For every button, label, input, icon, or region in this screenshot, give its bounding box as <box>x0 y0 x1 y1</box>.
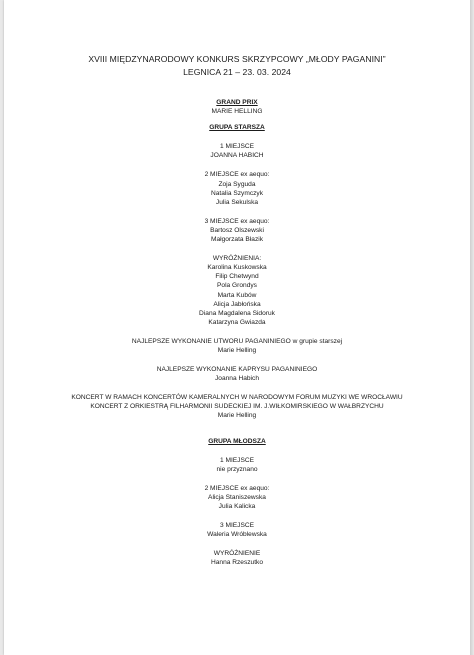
document-page <box>4 0 470 655</box>
senior-group-heading: GRUPA STARSZA <box>209 124 265 132</box>
results-body <box>4 98 470 567</box>
grand-prix-section <box>4 98 470 116</box>
senior-second-label: 2 MIEJSCE ex aequo: <box>204 171 270 179</box>
junior-second-name: Alicja Staniszewska <box>208 493 266 501</box>
title-line-2: LEGNICA 21 – 23. 03. 2024 <box>183 67 291 77</box>
senior-first-place <box>4 142 470 160</box>
best-paganini-label: NAJLEPSZE WYKONANIE UTWORU PAGANINIEGO w grupie starszej <box>131 337 343 345</box>
concert-name: Marie Helling <box>217 412 257 420</box>
junior-third-label: 3 MIEJSCE <box>219 522 255 530</box>
senior-first-name: JOANNA HABICH <box>210 152 264 160</box>
page-edge-shadow <box>470 0 474 655</box>
best-caprice-name: Joanna Habich <box>215 375 259 383</box>
junior-first-label: 1 MIEJSCE <box>219 456 255 464</box>
document-title <box>4 53 470 79</box>
senior-third-label: 3 MIEJSCE ex aequo: <box>204 217 270 225</box>
junior-second-label: 2 MIEJSCE ex aequo: <box>204 484 270 492</box>
concert-line-2: KONCERT Z ORKIESTRĄ FILHARMONII SUDECKIEJ IM. J.WIŁKOMIRSKIEGO W WAŁBRZYCHU <box>90 403 384 411</box>
senior-distinctions <box>4 254 470 327</box>
grand-prix-winner: MARIE HELLING <box>211 108 263 116</box>
junior-third-name: Waleria Wróblewska <box>207 531 267 539</box>
senior-second-name: Julia Sekulska <box>215 198 259 206</box>
senior-first-label: 1 MIEJSCE <box>219 143 255 151</box>
senior-distinction-name: Katarzyna Gwiazda <box>208 318 266 326</box>
title-line-1: XVIII MIĘDZYNARODOWY KONKURS SKRZYPCOWY „MŁODY PAGANINI” <box>88 54 386 64</box>
junior-first-name: nie przyznano <box>216 465 258 473</box>
best-caprice-label: NAJLEPSZE WYKONANIE KAPRYSU PAGANINIEGO <box>156 366 318 374</box>
junior-group-section <box>4 437 470 446</box>
junior-distinction-name: Hanna Rzeszutko <box>210 559 264 567</box>
senior-third-place <box>4 217 470 244</box>
senior-distinction-name: Diana Magdalena Sidoruk <box>199 309 275 317</box>
concert-award <box>4 393 470 420</box>
grand-prix-heading: GRAND PRIX <box>216 99 258 106</box>
senior-second-name: Zoja Syguda <box>218 180 256 188</box>
senior-distinction-name: Pola Grondys <box>217 282 257 290</box>
senior-distinction-name: Filip Chetwynd <box>215 273 259 281</box>
senior-third-name: Małgorzata Błazik <box>210 236 264 244</box>
best-caprice-award <box>4 365 470 383</box>
junior-second-name: Julia Kalicka <box>218 503 256 510</box>
senior-distinction-name: Marta Kubów <box>217 291 257 299</box>
junior-second-place <box>4 484 470 511</box>
junior-first-place <box>4 456 470 474</box>
junior-group-heading: GRUPA MŁODSZA <box>208 437 266 445</box>
concert-line-1: KONCERT W RAMACH KONCERTÓW KAMERALNYCH W NARODOWYM FORUM MUZYKI WE WROCŁAWIU <box>71 394 403 402</box>
junior-distinction-label: WYRÓŻNIENIE <box>213 550 261 558</box>
senior-distinction-name: Alicja Jabłońska <box>213 300 261 308</box>
senior-third-name: Bartosz Olszewski <box>210 226 264 234</box>
best-paganini-award <box>4 337 470 355</box>
senior-group-section <box>4 123 470 132</box>
best-paganini-name: Marie Helling <box>217 346 257 354</box>
senior-distinction-name: Karolina Kuskowska <box>207 264 267 272</box>
junior-third-place <box>4 521 470 539</box>
senior-second-name: Natalia Szymczyk <box>210 189 264 197</box>
senior-second-place <box>4 170 470 206</box>
junior-distinction <box>4 549 470 567</box>
senior-distinctions-label: WYRÓŻNIENIA: <box>212 255 262 263</box>
